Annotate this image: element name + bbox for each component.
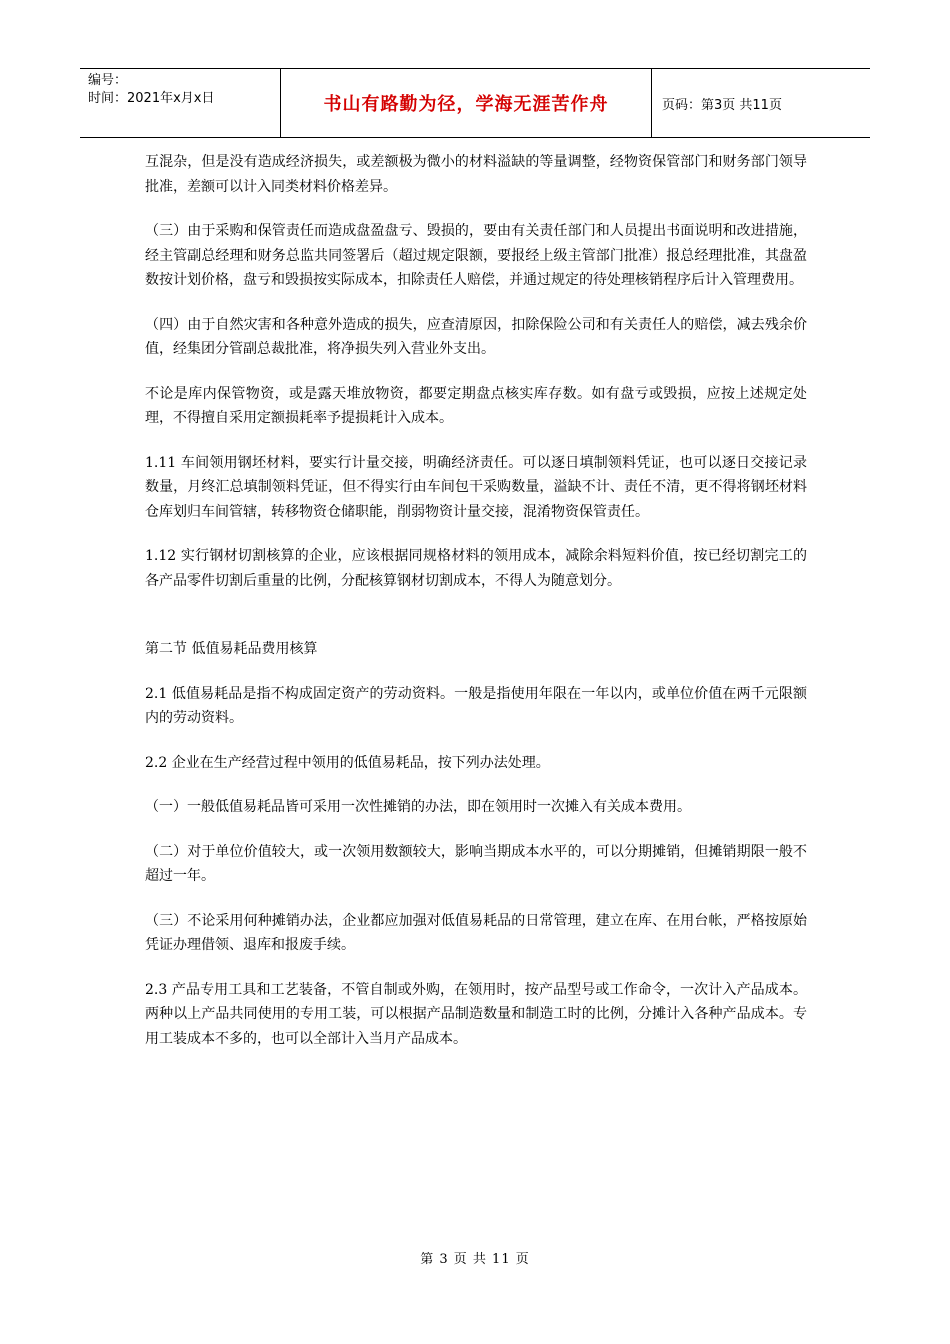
paragraph-continued: 互混杂，但是没有造成经济损失，或差额极为微小的材料溢缺的等量调整，经物资保管部门和财务部门领导批准，差额可以计入同类材料价格差异。 — [145, 154, 807, 195]
paragraph-inventory: 不论是库内保管物资，或是露天堆放物资，都要定期盘点核实库存数。如有盘亏或毁损，应按上述规定处理，不得擅自采用定额损耗率予提损耗计入成本。 — [145, 385, 807, 426]
paragraph-2-2-item-1: （一）一般低值易耗品皆可采用一次性摊销的办法，即在领用时一次摊入有关成本费用。 — [145, 799, 691, 815]
header-page-info: 页码：第3页 共11页 — [662, 97, 782, 113]
paragraph-2-2: 2.2 企业在生产经营过程中领用的低值易耗品，按下列办法处理。 — [145, 754, 550, 771]
document-number-label: 编号： — [88, 73, 128, 88]
paragraph-1-11: 1.11 车间领用钢坯材料，要实行计量交接，明确经济责任。可以逐日填制领料凭证，也可以逐日交接记录数量，月终汇总填制领料凭证，但不得实行由车间包干采购数量，溢缺不计、责任不清，更不得将钢坯材料仓库划归车间管辖，转移物资仓储职能，削弱物资计量交接，混淆物资保管责任。 — [145, 454, 807, 520]
paragraph-item-3: （三）由于采购和保管责任而造成盘盈盘亏、毁损的，要由有关责任部门和人员提出书面说明和改进措施，经主管副总经理和财务总监共同签署后（超过规定限额，要报经上级主管部门批准）报总经理批准，其盘盈数按计划价格，盘亏和毁损按实际成本，扣除责任人赔偿，并通过规定的待处理核销程序后计入管理费用。 — [145, 223, 807, 288]
paragraph-2-2-item-3: （三）不论采用何种摊销办法，企业都应加强对低值易耗品的日常管理，建立在库、在用台帐，严格按原始凭证办理借领、退库和报废手续。 — [145, 912, 807, 953]
header-meta — [80, 69, 280, 137]
paragraph-1-12: 1.12 实行钢材切割核算的企业，应该根据同规格材料的领用成本，减除余料短料价值，按已经切割完工的各产品零件切割后重量的比例，分配核算钢材切割成本，不得人为随意划分。 — [145, 548, 807, 589]
paragraph-item-4: （四）由于自然灾害和各种意外造成的损失，应查清原因，扣除保险公司和有关责任人的赔偿，减去残余价值，经集团分管副总裁批准，将净损失列入营业外支出。 — [145, 316, 807, 357]
page-header — [80, 68, 870, 138]
section-heading: 第二节 低值易耗品费用核算 — [145, 641, 318, 657]
page-footer: 第 3 页 共 11 页 — [420, 1252, 530, 1267]
header-motto: 书山有路勤为径，学海无涯苦作舟 — [280, 69, 652, 137]
document-time: 时间：2021年x月x日 — [88, 91, 215, 106]
paragraph-2-3: 2.3 产品专用工具和工艺装备，不管自制或外购，在领用时，按产品型号或工作命令，一次计入产品成本。两种以上产品共同使用的专用工装，可以根据产品制造数量和制造工时的比例，分摊计入各种产品成本。专用工装成本不多的，也可以全部计入当月产品成本。 — [145, 981, 807, 1047]
paragraph-2-2-item-2: （二）对于单位价值较大，或一次领用数额较大，影响当期成本水平的，可以分期摊销，但摊销期限一般不超过一年。 — [145, 843, 807, 884]
paragraph-2-1: 2.1 低值易耗品是指不构成固定资产的劳动资料。一般是指使用年限在一年以内，或单位价值在两千元限额内的劳动资料。 — [145, 685, 807, 726]
document-body — [145, 150, 807, 1051]
